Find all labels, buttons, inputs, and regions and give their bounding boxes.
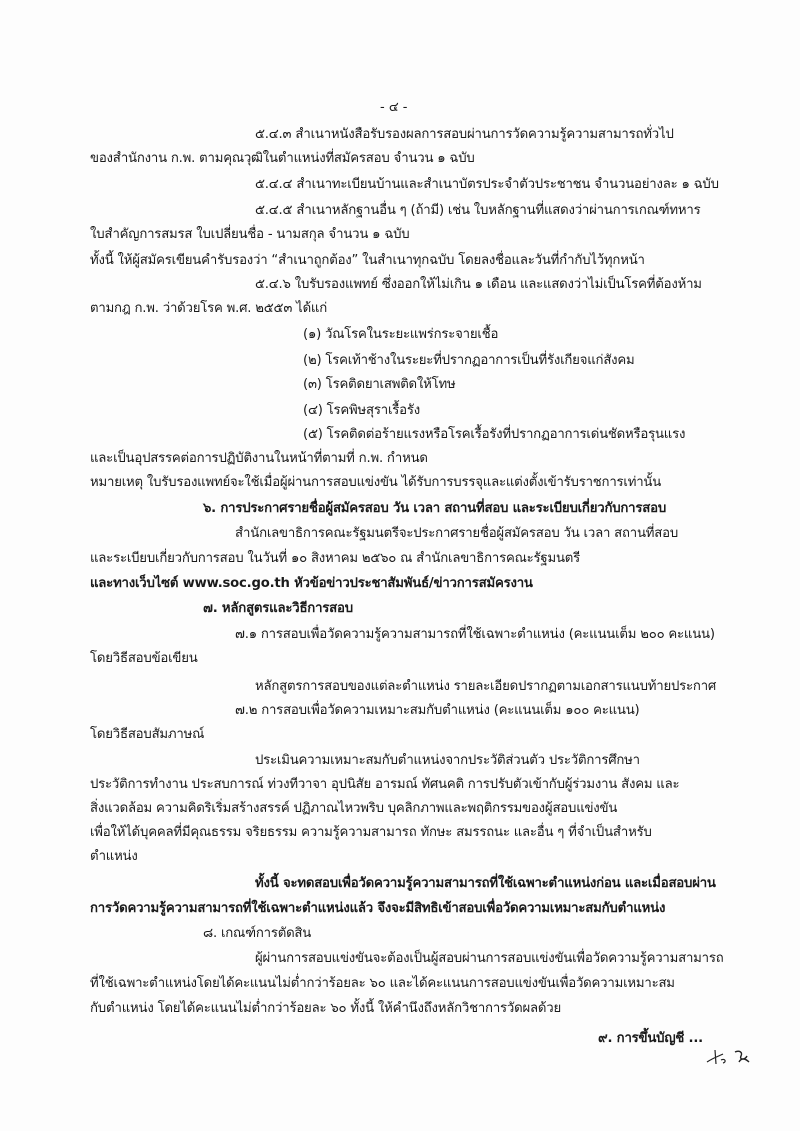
text-line: ผู้ผ่านการสอบแข่งขันจะต้องเป็นผู้สอบผ่านการสอบแข่งขันเพื่อวัดความรู้ความสามารถ [255, 951, 724, 966]
text-line: ๘. เกณฑ์การตัดสิน [203, 926, 312, 941]
text-line: ๕.๔.๖ ใบรับรองแพทย์ ซึ่งออกให้ไม่เกิน ๑ เดือน และแสดงว่าไม่เป็นโรคที่ต้องห้าม [255, 277, 702, 292]
text-line: ตำแหน่ง [90, 849, 138, 864]
text-line: เพื่อให้ได้บุคคลที่มีคุณธรรม จริยธรรม ความรู้ความสามารถ ทักษะ สมรรถนะ และอื่น ๆ ที่จำเป็นสำหรับ [90, 825, 652, 840]
text-line: ๕.๔.๕ สำเนาหลักฐานอื่น ๆ (ถ้ามี) เช่น ใบหลักฐานที่แสดงว่าผ่านการเกณฑ์ทหาร [255, 203, 701, 218]
text-line: ทั้งนี้ จะทดสอบเพื่อวัดความรู้ความสามารถที่ใช้เฉพาะตำแหน่งก่อน และเมื่อสอบผ่าน [255, 876, 716, 891]
text-line: (๒) โรคเท้าช้างในระยะที่ปรากฏอาการเป็นที่รังเกียจแก่สังคม [303, 353, 635, 368]
text-line: ใบสำคัญการสมรส ใบเปลี่ยนชื่อ - นามสกุล จำนวน ๑ ฉบับ [90, 227, 410, 242]
text-line: ๗. หลักสูตรและวิธีการสอบ [203, 601, 353, 616]
page-number: - ๔ - [380, 100, 408, 115]
text-line: ที่ใช้เฉพาะตำแหน่งโดยได้คะแนนไม่ต่ำกว่าร้อยละ ๖๐ และได้คะแนนการสอบแข่งขันเพื่อวัดความเหมาะสม [90, 976, 675, 991]
text-line: (๔) โรคพิษสุราเรื้อรัง [303, 403, 421, 418]
text-line: กับตำแหน่ง โดยได้คะแนนไม่ต่ำกว่าร้อยละ ๖๐ ทั้งนี้ ให้คำนึงถึงหลักวิชาการวัดผลด้วย [90, 1001, 561, 1016]
text-line: โดยวิธีสอบสัมภาษณ์ [90, 727, 205, 742]
text-line: ๕.๔.๓ สำเนาหนังสือรับรองผลการสอบผ่านการวัดความรู้ความสามารถทั่วไป [255, 127, 674, 142]
initials-signature-icon [703, 1046, 755, 1068]
text-line: หมายเหตุ ใบรับรองแพทย์จะใช้เมื่อผู้ผ่านการสอบแข่งขัน ได้รับการบรรจุและแต่งตั้งเข้ารับราชการเท่านั้น [90, 475, 662, 490]
text-line: และเป็นอุปสรรคต่อการปฏิบัติงานในหน้าที่ตามที่ ก.พ. กำหนด [90, 451, 428, 466]
text-line: ประเมินความเหมาะสมกับตำแหน่งจากประวัติส่วนตัว ประวัติการศึกษา [255, 753, 640, 768]
text-line: หลักสูตรการสอบของแต่ละตำแหน่ง รายละเอียดปรากฏตามเอกสารแนบท้ายประกาศ [255, 679, 717, 694]
text-line: ๙. การขึ้นบัญชี ... [598, 1031, 703, 1046]
text-line: (๕) โรคติดต่อร้ายแรงหรือโรคเรื้อรังที่ปรากฏอาการเด่นชัดหรือรุนแรง [303, 427, 686, 442]
text-line: ๕.๔.๔ สำเนาทะเบียนบ้านและสำเนาบัตรประจำตัวประชาชน จำนวนอย่างละ ๑ ฉบับ [255, 177, 719, 192]
text-line: ประวัติการทำงาน ประสบการณ์ ท่วงทีวาจา อุปนิสัย อารมณ์ ทัศนคติ การปรับตัวเข้ากับผู้ร่วมงาน สังคม และ [90, 777, 680, 792]
text-line: (๓) โรคติดยาเสพติดให้โทษ [303, 377, 456, 392]
text-line: และทางเว็บไซต์ www.soc.go.th หัวข้อข่าวประชาสัมพันธ์/ข่าวการสมัครงาน [90, 576, 533, 591]
text-line: ๗.๑ การสอบเพื่อวัดความรู้ความสามารถที่ใช้เฉพาะตำแหน่ง (คะแนนเต็ม ๒๐๐ คะแนน) [235, 627, 715, 642]
text-line: (๑) วัณโรคในระยะแพร่กระจายเชื้อ [303, 327, 499, 342]
text-line: และระเบียบเกี่ยวกับการสอบ ในวันที่ ๑๐ สิงหาคม ๒๕๖๐ ณ สำนักเลขาธิการคณะรัฐมนตรี [90, 551, 581, 566]
text-line: ตามกฎ ก.พ. ว่าด้วยโรค พ.ศ. ๒๕๕๓ ได้แก่ [90, 301, 328, 316]
text-line: โดยวิธีสอบข้อเขียน [90, 651, 198, 666]
text-line: สิ่งแวดล้อม ความคิดริเริ่มสร้างสรรค์ ปฏิภาณไหวพริบ บุคลิกภาพและพฤติกรรมของผู้สอบแข่งขัน [90, 801, 618, 816]
text-line: การวัดความรู้ความสามารถที่ใช้เฉพาะตำแหน่งแล้ว จึงจะมีสิทธิเข้าสอบเพื่อวัดความเหมาะสมกับตำแหน่ง [90, 901, 666, 916]
text-line: ๖. การประกาศรายชื่อผู้สมัครสอบ วัน เวลา สถานที่สอบ และระเบียบเกี่ยวกับการสอบ [203, 501, 667, 516]
text-line: ทั้งนี้ ให้ผู้สมัครเขียนคำรับรองว่า “สำเนาถูกต้อง” ในสำเนาทุกฉบับ โดยลงชื่อและวันที่กำกับไว้ทุกหน้า [90, 253, 645, 268]
text-line: ของสำนักงาน ก.พ. ตามคุณวุฒิในตำแหน่งที่สมัครสอบ จำนวน ๑ ฉบับ [90, 151, 475, 166]
text-line: ๗.๒ การสอบเพื่อวัดความเหมาะสมกับตำแหน่ง (คะแนนเต็ม ๑๐๐ คะแนน) [235, 703, 640, 718]
text-line: สำนักเลขาธิการคณะรัฐมนตรีจะประกาศรายชื่อผู้สมัครสอบ วัน เวลา สถานที่สอบ [235, 526, 679, 541]
